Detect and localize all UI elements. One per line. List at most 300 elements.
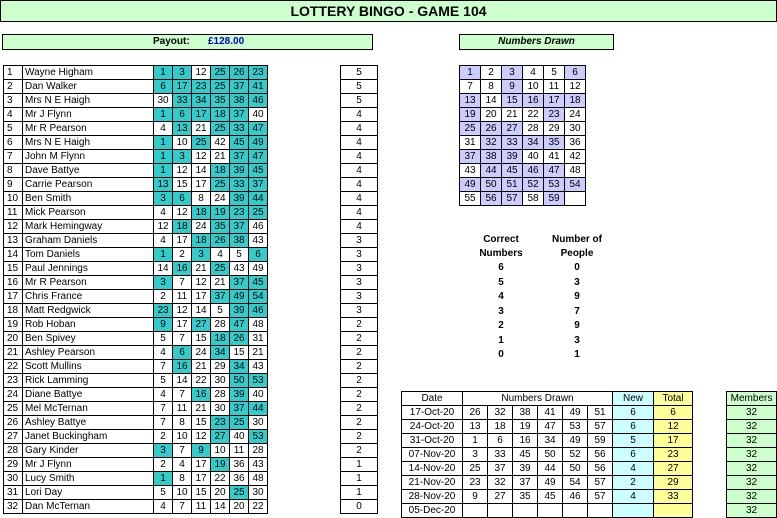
history-new-header: New	[613, 392, 654, 406]
player-name: Mark Hemingway	[23, 220, 154, 234]
history-number: 34	[538, 434, 563, 448]
player-number: 12	[192, 150, 211, 164]
player-name: Scott Mullins	[23, 360, 154, 374]
player-index: 19	[4, 318, 23, 332]
summary-correct: 0	[498, 349, 504, 360]
sheet-title: LOTTERY BINGO - GAME 104	[0, 0, 777, 22]
player-number: 45	[249, 164, 268, 178]
player-name: Janet Buckingham	[23, 430, 154, 444]
summary-correct: 6	[498, 262, 504, 273]
history-number: 16	[513, 434, 538, 448]
player-number: 4	[154, 388, 173, 402]
grid-number: 27	[502, 122, 523, 136]
history-number: 45	[538, 490, 563, 504]
summary-col1-line2: Numbers	[479, 248, 523, 259]
history-number: 56	[588, 448, 613, 462]
player-number: 37	[230, 276, 249, 290]
summary-col2-header	[542, 233, 612, 261]
grid-number: 25	[460, 122, 481, 136]
summary-correct: 2	[498, 320, 504, 331]
player-index: 23	[4, 374, 23, 388]
history-header-row	[402, 392, 693, 406]
history-total: 33	[654, 490, 693, 504]
history-number: 6	[488, 434, 513, 448]
player-name: Ashley Battye	[23, 416, 154, 430]
history-number: 57	[588, 420, 613, 434]
player-number: 16	[173, 262, 192, 276]
history-row	[402, 406, 693, 420]
correct-row	[341, 472, 378, 486]
player-index: 1	[4, 66, 23, 80]
player-number: 27	[192, 318, 211, 332]
correct-row	[341, 122, 378, 136]
player-number: 17	[192, 458, 211, 472]
player-number: 2	[154, 430, 173, 444]
correct-count: 4	[341, 108, 378, 122]
grid-number	[565, 192, 586, 206]
player-number: 16	[192, 388, 211, 402]
player-number: 25	[211, 80, 230, 94]
correct-row	[341, 262, 378, 276]
correct-row	[341, 374, 378, 388]
summary-col1-line1: Correct	[483, 234, 519, 245]
grid-number: 37	[460, 150, 481, 164]
grid-row	[460, 122, 586, 136]
player-number: 22	[249, 500, 268, 514]
summary-people: 0	[574, 262, 580, 273]
correct-row	[341, 220, 378, 234]
player-number: 43	[230, 262, 249, 276]
player-number: 8	[192, 192, 211, 206]
history-number: 49	[538, 476, 563, 490]
history-number: 26	[463, 406, 488, 420]
history-new: 6	[613, 448, 654, 462]
player-number: 39	[230, 304, 249, 318]
grid-number: 46	[523, 164, 544, 178]
history-number: 33	[488, 448, 513, 462]
grid-number: 41	[544, 150, 565, 164]
player-number: 4	[154, 346, 173, 360]
correct-count: 4	[341, 164, 378, 178]
player-name: Matt Redgwick	[23, 304, 154, 318]
grid-number: 40	[523, 150, 544, 164]
player-index: 25	[4, 402, 23, 416]
player-name: Rick Lamming	[23, 374, 154, 388]
player-number: 49	[249, 262, 268, 276]
history-number: 57	[588, 490, 613, 504]
grid-number: 57	[502, 192, 523, 206]
player-index: 7	[4, 150, 23, 164]
members-count: 32	[727, 476, 777, 490]
player-number: 28	[249, 444, 268, 458]
grid-number: 18	[565, 94, 586, 108]
player-number: 4	[154, 206, 173, 220]
summary-col2-line2: People	[560, 248, 594, 259]
grid-number: 28	[523, 122, 544, 136]
player-number: 10	[173, 486, 192, 500]
player-number: 49	[249, 136, 268, 150]
player-number: 8	[173, 416, 192, 430]
player-number: 12	[154, 220, 173, 234]
player-number: 30	[211, 402, 230, 416]
player-number: 34	[211, 346, 230, 360]
player-index: 3	[4, 94, 23, 108]
history-date: 28-Nov-20	[402, 490, 463, 504]
correct-count: 0	[341, 500, 378, 514]
history-new: 6	[613, 406, 654, 420]
player-name: Graham Daniels	[23, 234, 154, 248]
player-number: 25	[249, 206, 268, 220]
player-number: 2	[154, 290, 173, 304]
correct-count: 4	[341, 136, 378, 150]
player-index: 16	[4, 276, 23, 290]
player-number: 27	[211, 430, 230, 444]
correct-row	[341, 66, 378, 80]
player-number: 37	[230, 108, 249, 122]
history-number	[588, 504, 613, 518]
player-number: 6	[173, 346, 192, 360]
correct-row	[341, 290, 378, 304]
history-date: 17-Oct-20	[402, 406, 463, 420]
correct-count: 2	[341, 346, 378, 360]
player-index: 32	[4, 500, 23, 514]
grid-number: 16	[523, 94, 544, 108]
history-number: 47	[538, 420, 563, 434]
history-total: 29	[654, 476, 693, 490]
grid-number: 45	[502, 164, 523, 178]
history-date: 31-Oct-20	[402, 434, 463, 448]
player-number: 3	[192, 248, 211, 262]
player-number: 36	[230, 472, 249, 486]
grid-number: 33	[502, 136, 523, 150]
player-number: 3	[154, 192, 173, 206]
summary-people: 9	[574, 291, 580, 302]
player-number: 20	[230, 500, 249, 514]
correct-count: 2	[341, 444, 378, 458]
history-number: 50	[538, 448, 563, 462]
grid-number: 34	[523, 136, 544, 150]
payout-label: Payout:	[153, 36, 190, 47]
player-row	[4, 192, 268, 206]
history-number: 59	[588, 434, 613, 448]
player-number: 5	[154, 374, 173, 388]
correct-row	[341, 444, 378, 458]
history-row	[402, 476, 693, 490]
history-number: 51	[588, 406, 613, 420]
summary-row	[466, 306, 612, 321]
members-header-row	[727, 392, 777, 406]
members-row	[727, 448, 777, 462]
player-name: Ashley Pearson	[23, 346, 154, 360]
player-number: 37	[230, 150, 249, 164]
correct-row	[341, 150, 378, 164]
player-index: 6	[4, 136, 23, 150]
player-number: 7	[173, 276, 192, 290]
history-total	[654, 504, 693, 518]
grid-row	[460, 66, 586, 80]
correct-count-table	[340, 65, 378, 514]
player-row	[4, 248, 268, 262]
player-row	[4, 304, 268, 318]
history-number: 49	[563, 434, 588, 448]
player-number: 34	[192, 94, 211, 108]
history-number: 54	[563, 476, 588, 490]
player-name: Dan Walker	[23, 80, 154, 94]
player-number: 43	[249, 360, 268, 374]
player-number: 22	[192, 374, 211, 388]
history-number: 1	[463, 434, 488, 448]
history-date: 05-Dec-20	[402, 504, 463, 518]
player-number: 7	[154, 416, 173, 430]
player-number: 14	[211, 500, 230, 514]
members-row	[727, 504, 777, 518]
player-number: 3	[173, 66, 192, 80]
history-date: 14-Nov-20	[402, 462, 463, 476]
player-index: 18	[4, 304, 23, 318]
player-name: Mick Pearson	[23, 206, 154, 220]
player-number: 20	[211, 486, 230, 500]
correct-count: 1	[341, 458, 378, 472]
history-number: 44	[538, 462, 563, 476]
player-number: 18	[192, 206, 211, 220]
correct-count: 3	[341, 290, 378, 304]
player-number: 45	[230, 136, 249, 150]
history-total: 17	[654, 434, 693, 448]
player-number: 21	[192, 402, 211, 416]
player-number: 18	[192, 234, 211, 248]
player-number: 2	[173, 248, 192, 262]
player-row	[4, 290, 268, 304]
player-row	[4, 122, 268, 136]
player-row	[4, 318, 268, 332]
player-number: 23	[211, 416, 230, 430]
player-index: 5	[4, 122, 23, 136]
payout-bar	[2, 34, 373, 50]
correct-count: 2	[341, 374, 378, 388]
history-total: 12	[654, 420, 693, 434]
player-index: 14	[4, 248, 23, 262]
summary-row	[466, 320, 612, 335]
player-row	[4, 262, 268, 276]
correct-row	[341, 276, 378, 290]
player-index: 24	[4, 388, 23, 402]
player-number: 23	[230, 206, 249, 220]
history-number: 13	[463, 420, 488, 434]
grid-number: 21	[502, 108, 523, 122]
correct-row	[341, 80, 378, 94]
player-index: 28	[4, 444, 23, 458]
player-number: 21	[211, 276, 230, 290]
correct-row	[341, 108, 378, 122]
player-number: 37	[230, 80, 249, 94]
history-date-header: Date	[402, 392, 463, 406]
player-number: 53	[249, 430, 268, 444]
members-count: 32	[727, 448, 777, 462]
player-index: 31	[4, 486, 23, 500]
grid-number: 6	[565, 66, 586, 80]
correct-row	[341, 332, 378, 346]
player-row	[4, 108, 268, 122]
player-number: 14	[173, 374, 192, 388]
history-number: 46	[563, 490, 588, 504]
player-number: 28	[211, 318, 230, 332]
player-number: 25	[211, 262, 230, 276]
correct-row	[341, 178, 378, 192]
grid-number: 8	[481, 80, 502, 94]
player-number: 35	[211, 220, 230, 234]
player-name: Gary Kinder	[23, 444, 154, 458]
player-row	[4, 66, 268, 80]
player-number: 37	[249, 178, 268, 192]
player-number: 42	[211, 136, 230, 150]
grid-number: 22	[523, 108, 544, 122]
player-number: 17	[192, 108, 211, 122]
history-row	[402, 504, 693, 518]
history-number: 49	[563, 406, 588, 420]
player-number: 38	[230, 94, 249, 108]
player-number: 17	[173, 318, 192, 332]
correct-row	[341, 206, 378, 220]
player-number: 4	[173, 458, 192, 472]
player-name: Carrie Pearson	[23, 178, 154, 192]
grid-row	[460, 178, 586, 192]
player-number: 35	[211, 94, 230, 108]
player-row	[4, 374, 268, 388]
player-number: 8	[173, 472, 192, 486]
player-number: 4	[154, 122, 173, 136]
player-index: 10	[4, 192, 23, 206]
player-row	[4, 360, 268, 374]
history-new	[613, 504, 654, 518]
player-number: 33	[173, 94, 192, 108]
player-number: 17	[192, 472, 211, 486]
player-index: 2	[4, 80, 23, 94]
history-number: 35	[513, 490, 538, 504]
grid-number: 5	[544, 66, 565, 80]
player-number: 30	[154, 94, 173, 108]
player-number: 17	[192, 178, 211, 192]
player-number: 19	[211, 458, 230, 472]
player-number: 21	[192, 122, 211, 136]
player-number: 25	[211, 178, 230, 192]
player-number: 5	[154, 486, 173, 500]
grid-number: 44	[481, 164, 502, 178]
player-name: Dan McTernan	[23, 500, 154, 514]
history-row	[402, 462, 693, 476]
player-number: 18	[211, 332, 230, 346]
grid-number: 9	[502, 80, 523, 94]
history-number: 18	[488, 420, 513, 434]
grid-number: 30	[565, 122, 586, 136]
grid-number: 24	[565, 108, 586, 122]
number-grid	[459, 65, 586, 206]
player-index: 4	[4, 108, 23, 122]
correct-count: 3	[341, 304, 378, 318]
players-table	[3, 65, 268, 514]
player-row	[4, 136, 268, 150]
player-number: 11	[192, 500, 211, 514]
history-row	[402, 420, 693, 434]
history-row	[402, 490, 693, 504]
player-name: Mrs N E Haigh	[23, 136, 154, 150]
player-index: 12	[4, 220, 23, 234]
correct-count: 3	[341, 234, 378, 248]
player-name: Ben Spivey	[23, 332, 154, 346]
history-total: 6	[654, 406, 693, 420]
player-number: 30	[249, 486, 268, 500]
player-number: 1	[154, 108, 173, 122]
correct-count: 5	[341, 80, 378, 94]
player-row	[4, 486, 268, 500]
grid-number: 26	[481, 122, 502, 136]
grid-number: 39	[502, 150, 523, 164]
grid-number: 17	[544, 94, 565, 108]
player-number: 12	[192, 430, 211, 444]
grid-number: 12	[565, 80, 586, 94]
correct-row	[341, 486, 378, 500]
player-number: 12	[173, 304, 192, 318]
history-date: 07-Nov-20	[402, 448, 463, 462]
player-number: 48	[249, 472, 268, 486]
player-number: 46	[249, 94, 268, 108]
player-name: Chris France	[23, 290, 154, 304]
player-row	[4, 388, 268, 402]
player-number: 14	[192, 164, 211, 178]
player-number: 48	[249, 318, 268, 332]
player-name: Wayne Higham	[23, 66, 154, 80]
player-number: 25	[211, 66, 230, 80]
correct-row	[341, 388, 378, 402]
player-number: 7	[154, 360, 173, 374]
player-number: 5	[211, 304, 230, 318]
player-name: Mel McTernan	[23, 402, 154, 416]
player-name: Mr R Pearson	[23, 276, 154, 290]
history-number: 19	[513, 420, 538, 434]
summary-people: 1	[574, 349, 580, 360]
grid-row	[460, 150, 586, 164]
player-number: 46	[249, 304, 268, 318]
player-number: 25	[230, 416, 249, 430]
player-number: 30	[249, 416, 268, 430]
history-drawn-header: Numbers Drawn	[463, 392, 613, 406]
player-name: Tom Daniels	[23, 248, 154, 262]
player-number: 39	[230, 388, 249, 402]
summary-people: 7	[574, 305, 580, 317]
player-row	[4, 416, 268, 430]
player-number: 18	[211, 108, 230, 122]
grid-number: 2	[481, 66, 502, 80]
history-new: 4	[613, 462, 654, 476]
grid-number: 20	[481, 108, 502, 122]
grid-row	[460, 192, 586, 206]
player-number: 13	[173, 122, 192, 136]
correct-row	[341, 402, 378, 416]
player-index: 13	[4, 234, 23, 248]
player-index: 9	[4, 178, 23, 192]
player-number: 3	[173, 150, 192, 164]
player-number: 44	[249, 402, 268, 416]
history-number: 27	[488, 490, 513, 504]
player-number: 1	[154, 248, 173, 262]
grid-number: 49	[460, 178, 481, 192]
player-number: 15	[192, 486, 211, 500]
player-number: 9	[154, 318, 173, 332]
player-number: 22	[211, 472, 230, 486]
player-number: 34	[230, 360, 249, 374]
correct-row	[341, 304, 378, 318]
grid-number: 11	[544, 80, 565, 94]
player-number: 37	[230, 402, 249, 416]
